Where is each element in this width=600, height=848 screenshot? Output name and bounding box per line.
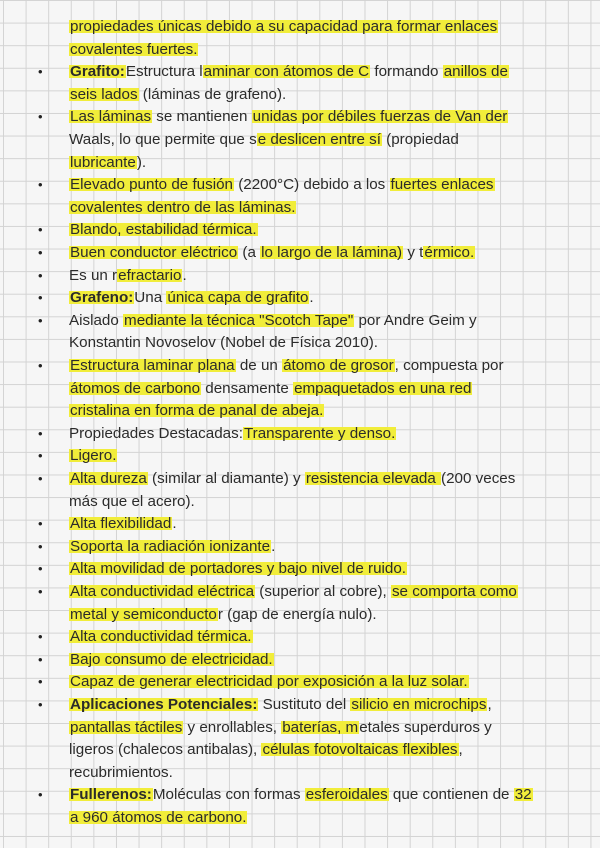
highlighted-text: átomos de carbono [70, 379, 201, 397]
line-text [69, 84, 286, 107]
highlighted-text: esferoidales [305, 786, 388, 804]
bullet-icon: • [38, 358, 43, 373]
plain-text: . [271, 537, 276, 555]
bullet-item-line [0, 423, 600, 446]
bullet-item-line [0, 355, 600, 378]
line-text [69, 152, 146, 175]
continuation-line [0, 717, 600, 740]
continuation-line [0, 39, 600, 62]
highlighted-text: e deslicen entre sí [257, 131, 381, 148]
line-text [69, 39, 198, 62]
line-text [69, 129, 459, 152]
line-text [69, 807, 247, 830]
highlighted-text: Elevado punto de fusión [70, 176, 233, 194]
highlighted-text: aminar con átomos de C [203, 63, 370, 81]
plain-text: etales superduros y [359, 718, 492, 736]
highlighted-text: a 960 átomos de carbono. [70, 809, 247, 826]
plain-text: y t [403, 244, 424, 261]
line-text [69, 310, 477, 333]
line-text [69, 671, 469, 694]
line-text [69, 762, 173, 785]
bullet-icon: • [38, 516, 43, 532]
bullet-icon: • [38, 222, 43, 238]
highlighted-text: Alta conductividad térmica. [70, 628, 252, 646]
bullet-item-line [0, 536, 600, 559]
line-text [69, 16, 498, 39]
plain-text: ligeros (chalecos antibalas), [69, 741, 262, 759]
highlighted-text: Alta dureza [70, 470, 147, 487]
bullet-item-line [0, 174, 600, 197]
plain-text: más que el acero). [69, 492, 195, 510]
line-text [69, 61, 509, 84]
highlighted-text: baterías, m [282, 718, 359, 736]
plain-text: (láminas de grafeno). [138, 85, 287, 103]
bullet-icon: • [38, 64, 43, 80]
highlighted-text: Capaz de generar electricidad por exposición a la luz solar. [70, 673, 468, 691]
bullet-item-line [0, 581, 600, 604]
highlighted-text: resistencia elevada [305, 470, 441, 487]
continuation-line [0, 16, 600, 39]
plain-text: . [309, 289, 314, 307]
highlighted-text: única capa de grafito [167, 289, 309, 307]
highlighted-text: Grafeno: [70, 289, 134, 307]
plain-text: formando [370, 63, 443, 81]
line-text [69, 197, 296, 220]
line-text [69, 219, 258, 242]
bullet-item-line [0, 287, 600, 310]
highlighted-text: metal y semiconducto [70, 605, 217, 623]
line-text [69, 378, 472, 401]
line-text [69, 536, 275, 559]
line-text [69, 717, 492, 740]
highlighted-text: 32 [514, 786, 532, 804]
plain-text: Una [134, 289, 167, 307]
plain-text: (a [238, 244, 261, 261]
plain-text: Es un r [69, 266, 118, 284]
bullet-item-line [0, 558, 600, 581]
highlighted-text: érmico. [424, 244, 475, 261]
continuation-line [0, 491, 600, 514]
bullet-item-line [0, 219, 600, 242]
highlighted-text: células fotovoltaicas flexibles [262, 741, 458, 759]
line-text [69, 626, 253, 649]
highlighted-text: se comporta como [391, 583, 517, 600]
bullet-icon: • [38, 651, 43, 667]
highlighted-text: covalentes dentro de las láminas. [70, 198, 296, 216]
highlighted-text: empaquetados en una red [294, 379, 472, 397]
plain-text: . [182, 266, 187, 284]
plain-text: se mantienen [152, 108, 252, 126]
bullet-icon: • [38, 109, 43, 125]
highlighted-text: efractario [118, 266, 182, 284]
plain-text: recubrimientos. [69, 763, 173, 781]
plain-text: que contienen de [388, 786, 514, 804]
bullet-item-line [0, 61, 600, 84]
highlighted-text: Las láminas [70, 108, 152, 126]
plain-text: ). [136, 153, 147, 171]
highlighted-text: propiedades únicas debido a su capacidad para formar enlaces [70, 18, 498, 35]
bullet-item-line [0, 445, 600, 468]
bullet-item-line [0, 468, 600, 491]
bullet-icon: • [38, 425, 43, 441]
bullet-icon: • [38, 448, 43, 464]
plain-text: (200 veces [441, 470, 516, 487]
highlighted-text: átomo de grosor [283, 357, 394, 374]
bullet-icon: • [38, 312, 43, 328]
bullet-item-line [0, 265, 600, 288]
highlighted-text: lo largo de la lámina) [261, 244, 403, 261]
plain-text: (similar al diamante) y [147, 470, 305, 487]
line-text [69, 491, 195, 514]
highlighted-text: Soporta la radiación ionizante [70, 537, 271, 555]
highlighted-text: Fullerenos: [70, 786, 152, 804]
plain-text: de un [235, 357, 283, 374]
plain-text: Moléculas con formas [152, 786, 305, 804]
plain-text: r (gap de energía nulo). [217, 605, 377, 623]
highlighted-text: cristalina en forma de panal de abeja. [70, 402, 324, 420]
highlighted-text: Blando, estabilidad térmica. [70, 221, 257, 239]
bullet-icon: • [38, 538, 43, 554]
highlighted-text: Aplicaciones Potenciales: [70, 696, 258, 713]
plain-text: Aislado [69, 311, 124, 329]
plain-text: , [458, 741, 463, 759]
highlighted-text: Estructura laminar plana [70, 357, 235, 374]
bullet-icon: • [38, 674, 43, 690]
line-text [69, 287, 314, 310]
bullet-icon: • [38, 787, 43, 803]
plain-text: . [172, 515, 177, 533]
bullet-item-line [0, 242, 600, 265]
bullet-item-line [0, 310, 600, 333]
bullet-item-line [0, 106, 600, 129]
bullet-icon: • [38, 267, 43, 283]
bullet-icon: • [38, 561, 43, 577]
bullet-icon: • [38, 177, 43, 193]
line-text [69, 265, 187, 288]
line-text [69, 445, 117, 468]
plain-text: Estructura l [125, 63, 203, 81]
plain-text: (superior al cobre), [255, 583, 391, 600]
plain-text: Sustituto del [258, 696, 351, 713]
continuation-line [0, 604, 600, 627]
line-text [69, 355, 504, 378]
plain-text: (2200°C) debido a los [233, 176, 390, 194]
plain-text: (propiedad [381, 131, 459, 148]
plain-text: Propiedades Destacadas: [69, 424, 243, 442]
plain-text: densamente [201, 379, 294, 397]
line-text [69, 649, 274, 672]
highlighted-text: Alta flexibilidad [70, 515, 172, 533]
continuation-line [0, 400, 600, 423]
bullet-icon: • [38, 697, 43, 712]
highlighted-text: pantallas táctiles [70, 718, 183, 736]
bullet-icon: • [38, 245, 43, 260]
continuation-line [0, 807, 600, 830]
line-text [69, 581, 518, 604]
highlighted-text: mediante la técnica "Scotch Tape" [124, 311, 354, 329]
highlighted-text: Buen conductor eléctrico [70, 244, 238, 261]
bullet-icon: • [38, 584, 43, 599]
highlighted-text: Ligero. [70, 447, 117, 465]
highlighted-text: silicio en microchips [351, 696, 487, 713]
line-text [69, 400, 324, 423]
line-text [69, 106, 508, 129]
highlighted-text: lubricante [70, 153, 136, 171]
bullet-item-line [0, 671, 600, 694]
plain-text: , [487, 696, 492, 713]
plain-text: Konstantin Novoselov (Nobel de Física 2010). [69, 334, 378, 352]
bullet-icon: • [38, 290, 43, 306]
continuation-line [0, 129, 600, 152]
line-text [69, 513, 177, 536]
plain-text: por Andre Geim y [354, 311, 477, 329]
highlighted-text: Grafito: [70, 63, 125, 81]
continuation-line [0, 84, 600, 107]
plain-text: Waals, lo que permite que s [69, 131, 257, 148]
continuation-line [0, 378, 600, 401]
highlighted-text: fuertes enlaces [390, 176, 494, 194]
bullet-item-line [0, 649, 600, 672]
highlighted-text: Bajo consumo de electricidad. [70, 650, 273, 668]
plain-text: y enrollables, [183, 718, 282, 736]
bullet-item-line [0, 626, 600, 649]
line-text [69, 604, 377, 627]
line-text [69, 174, 495, 197]
line-text [69, 242, 475, 265]
highlighted-text: Transparente y denso. [243, 424, 396, 442]
bullet-item-line [0, 784, 600, 807]
highlighted-text: covalentes fuertes. [70, 40, 198, 58]
line-text [69, 423, 396, 446]
plain-text: , compuesta por [394, 357, 504, 374]
highlighted-text: Alta conductividad eléctrica [70, 583, 255, 600]
continuation-line [0, 739, 600, 762]
continuation-line [0, 152, 600, 175]
bullet-item-line [0, 694, 600, 717]
line-text [69, 558, 407, 581]
highlighted-text: anillos de [443, 63, 508, 81]
continuation-line [0, 197, 600, 220]
line-text [69, 694, 492, 717]
continuation-line [0, 332, 600, 355]
bullet-icon: • [38, 471, 43, 486]
highlighted-text: unidas por débiles fuerzas de Van der [252, 108, 508, 126]
continuation-line [0, 762, 600, 785]
line-text [69, 332, 378, 355]
bullet-icon: • [38, 629, 43, 645]
highlighted-text: seis lados [70, 85, 138, 103]
bullet-item-line [0, 513, 600, 536]
line-text [69, 784, 533, 807]
line-text [69, 468, 515, 491]
highlighted-text: Alta movilidad de portadores y bajo nivel de ruido. [70, 560, 407, 578]
line-text [69, 739, 463, 762]
